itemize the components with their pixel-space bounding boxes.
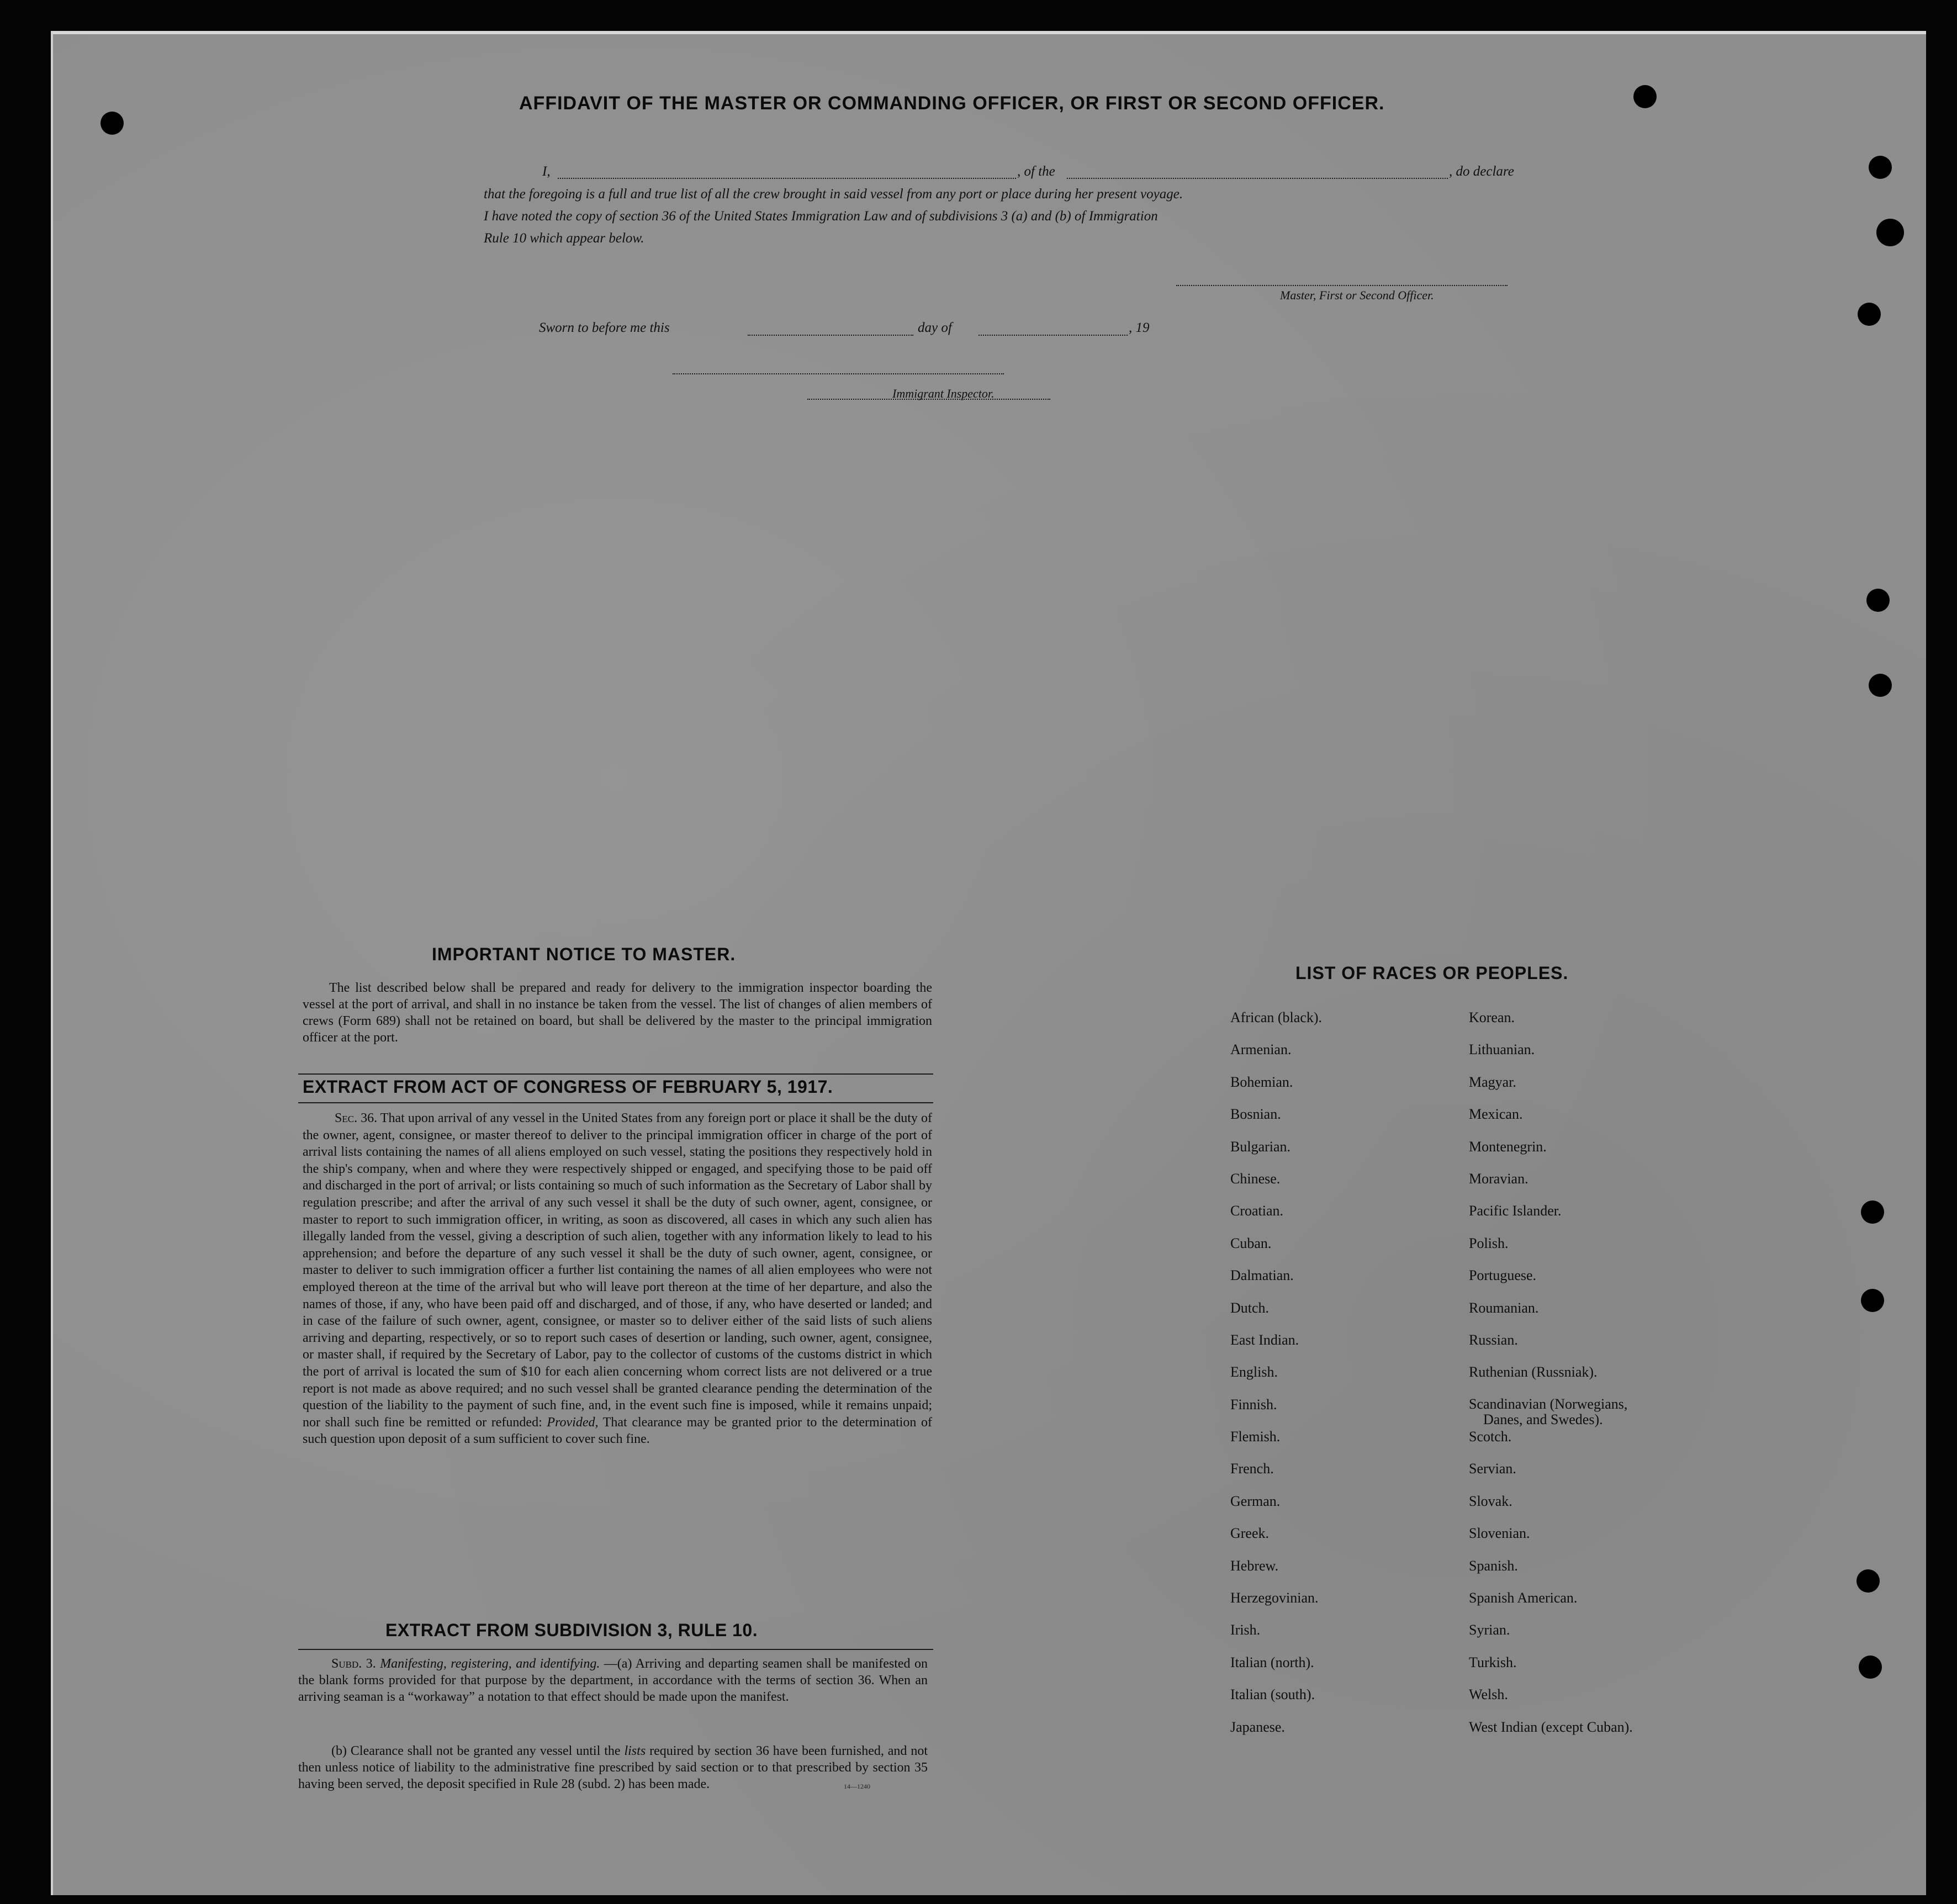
race-item: Bulgarian. bbox=[1230, 1138, 1291, 1155]
race-item: Turkish. bbox=[1469, 1654, 1517, 1670]
race-item: Polish. bbox=[1469, 1235, 1509, 1251]
manifest-page bbox=[51, 31, 1926, 1895]
punch-hole-right-5 bbox=[1866, 589, 1890, 612]
punch-hole-right-4 bbox=[1858, 303, 1881, 326]
race-item: Russian. bbox=[1469, 1331, 1518, 1348]
race-item: Chinese. bbox=[1230, 1170, 1281, 1187]
subdivision-para-a: —(a) Arriving and departing seamen shall be manifested on the blank forms provided for that purpose by the department, in accordance with the terms of section 36. When an arriving seaman is a “workaway” a notation to that effect should be made upon the manifest. bbox=[298, 1657, 928, 1704]
race-item: Portuguese. bbox=[1469, 1267, 1537, 1284]
master-signature-line bbox=[1176, 285, 1508, 286]
punch-hole-right-2 bbox=[1869, 156, 1892, 179]
races-column-1 bbox=[1230, 1009, 1322, 1751]
notice-body: The list described below shall be prepared and ready for delivery to the immigration inspector boarding the vessel at the port of arrival, and shall in no instance be taken from the vessel. The list of changes of alien members of crews (Form 689) shall not be retained on board, but shall be delivered by the master to the principal immigration officer at the port. bbox=[303, 981, 932, 1045]
para-b-label: (b) bbox=[331, 1744, 347, 1758]
rule-extract-rule bbox=[298, 1649, 933, 1650]
race-item: Flemish. bbox=[1230, 1429, 1281, 1445]
race-item: Servian. bbox=[1469, 1461, 1516, 1477]
race-item: German. bbox=[1230, 1493, 1281, 1509]
race-item: Moravian. bbox=[1469, 1170, 1528, 1187]
race-item: Bosnian. bbox=[1230, 1106, 1281, 1123]
affidavit-line-1a: I, bbox=[542, 164, 551, 179]
race-item: Dutch. bbox=[1230, 1299, 1270, 1316]
race-item: Bohemian. bbox=[1230, 1073, 1293, 1090]
rule-extract-title: EXTRACT FROM SUBDIVISION 3, RULE 10. bbox=[385, 1620, 758, 1640]
affidavit-name-blank bbox=[558, 178, 1016, 179]
provided-word: Provided, bbox=[547, 1415, 599, 1430]
punch-hole-right-7 bbox=[1861, 1200, 1884, 1224]
para-b-text-2: required by section 36 have been furnished, and not then unless notice of liability to the administrative fine prescribed by said section or to that prescribed by section 35 having been served, the deposit specified in Rule 28 (subd. 2) has been made. bbox=[298, 1744, 928, 1791]
race-item: Mexican. bbox=[1469, 1106, 1523, 1123]
race-item: Pacific Islander. bbox=[1469, 1203, 1562, 1219]
race-item: West Indian (except Cuban). bbox=[1469, 1718, 1633, 1735]
punch-hole-right-10 bbox=[1859, 1656, 1882, 1679]
punch-hole-right-8 bbox=[1861, 1289, 1884, 1312]
sworn-text-c: , 19 bbox=[1129, 320, 1150, 335]
punch-hole-right-3 bbox=[1876, 219, 1904, 246]
inspector-signature-label: Immigrant Inspector. bbox=[892, 387, 995, 400]
section-text-end: That clearance may be granted prior to the determination of such question upon deposit of a sum sufficient to cover such fine. bbox=[303, 1415, 932, 1447]
sworn-month-blank bbox=[978, 335, 1128, 336]
race-item: Armenian. bbox=[1230, 1041, 1292, 1058]
section-label: Sec. 36. bbox=[335, 1111, 378, 1125]
notice-title: IMPORTANT NOTICE TO MASTER. bbox=[432, 944, 736, 964]
para-b-text-1: Clearance shall not be granted any vessel until the bbox=[350, 1744, 621, 1758]
race-item-scandinavian: Scandinavian (Norwegians, bbox=[1469, 1395, 1628, 1412]
inspector-signature-line-1 bbox=[673, 373, 1004, 374]
race-item: Croatian. bbox=[1230, 1203, 1284, 1219]
race-item: Ruthenian (Russniak). bbox=[1469, 1364, 1598, 1381]
race-item-scandinavian-continued: Danes, and Swedes). bbox=[1483, 1411, 1603, 1427]
sworn-text-a: Sworn to before me this bbox=[539, 320, 670, 335]
race-item: African (black). bbox=[1230, 1009, 1323, 1025]
sworn-text-b: day of bbox=[918, 320, 952, 335]
affidavit-line-4: Rule 10 which appear below. bbox=[484, 231, 644, 246]
race-item: Lithuanian. bbox=[1469, 1041, 1535, 1058]
act-rule-top bbox=[298, 1073, 933, 1075]
punch-hole-right-1 bbox=[1633, 85, 1657, 108]
races-column-2 bbox=[1469, 1009, 1633, 1751]
race-item: Irish. bbox=[1230, 1622, 1261, 1638]
race-item bbox=[1469, 1397, 1633, 1429]
race-item: Spanish. bbox=[1469, 1557, 1518, 1574]
race-item: Slovak. bbox=[1469, 1493, 1512, 1509]
race-item: Roumanian. bbox=[1469, 1299, 1539, 1316]
race-item: Dalmatian. bbox=[1230, 1267, 1294, 1284]
affidavit-line-3: I have noted the copy of section 36 of the United States Immigration Law and of subdivisions 3 (a) and (b) of Immigration bbox=[484, 209, 1158, 224]
punch-hole-right-9 bbox=[1856, 1569, 1880, 1593]
form-number: 14—1240 bbox=[844, 1783, 870, 1790]
race-item: Cuban. bbox=[1230, 1235, 1272, 1251]
race-item: Scotch. bbox=[1469, 1429, 1512, 1445]
affidavit-line-1b: , of the bbox=[1017, 164, 1055, 179]
race-item: Herzegovinian. bbox=[1230, 1590, 1319, 1606]
race-item: Greek. bbox=[1230, 1525, 1270, 1542]
act-extract-title: EXTRACT FROM ACT OF CONGRESS OF FEBRUARY 5, 1917. bbox=[303, 1077, 833, 1097]
race-item: French. bbox=[1230, 1461, 1274, 1477]
race-item: English. bbox=[1230, 1364, 1278, 1381]
para-b-lists: lists bbox=[624, 1744, 646, 1758]
race-item: Finnish. bbox=[1230, 1396, 1277, 1413]
race-item: Hebrew. bbox=[1230, 1557, 1279, 1574]
affidavit-line-1c: , do declare bbox=[1449, 164, 1514, 179]
races-title: LIST OF RACES OR PEOPLES. bbox=[1295, 963, 1569, 983]
affidavit-title: AFFIDAVIT OF THE MASTER OR COMMANDING OFFICER, OR FIRST OR SECOND OFFICER. bbox=[519, 93, 1385, 114]
race-item: Magyar. bbox=[1469, 1073, 1516, 1090]
race-item: East Indian. bbox=[1230, 1331, 1299, 1348]
race-item: Slovenian. bbox=[1469, 1525, 1530, 1542]
act-rule-bottom bbox=[298, 1102, 933, 1103]
race-item: Montenegrin. bbox=[1469, 1138, 1547, 1155]
act-extract-body bbox=[303, 1110, 932, 1448]
punch-hole-left-top bbox=[101, 112, 124, 135]
affidavit-vessel-blank bbox=[1067, 178, 1448, 179]
master-signature-label: Master, First or Second Officer. bbox=[1280, 288, 1434, 302]
punch-hole-right-6 bbox=[1869, 674, 1892, 697]
rule-extract-para-b bbox=[298, 1743, 928, 1792]
rule-extract-para-a bbox=[298, 1656, 928, 1705]
race-item: Korean. bbox=[1469, 1009, 1515, 1025]
affidavit-line-2: that the foregoing is a full and true list of all the crew brought in said vessel from any port or place during her present voyage. bbox=[484, 187, 1183, 202]
section-text: That upon arrival of any vessel in the United States from any foreign port or place it shall be the duty of the owner, agent, consignee, or master thereof to deliver to the principal immigration officer in charge of the port of arrival lists containing the names of all aliens employed on such vessel, stating the positions they respectively hold in the ship's company, when and where they were respectively shipped or engaged, and specifying those to be paid off and discharged in the port of arrival; or lists containing so much of such information as the Secretary of Labor shall by regulation prescribe; and after the arrival of any such vessel it shall be the duty of such owner, agent, consignee, or master to report to such immigration officer, in writing, as soon as discovered, all cases in which any such alien has illegally landed from the vessel, giving a description of such alien, together with any information likely to lead to his apprehension; and before the departure of any such vessel it shall be the duty of such owner, agent, consignee, or master to deliver to such immigration officer a further list containing the names of all alien employees who were not employed thereon at the time of the arrival but who will leave port thereon at the time of her departure, and also the names of those, if any, who have been paid off and discharged, and of those, if any, who have deserted or landed; and in case of the failure of such owner, agent, consignee, or master so to deliver either of the said lists of such aliens arriving and departing, respectively, or so to report such cases of desertion or landing, such owner, agent, consignee, or master shall, if required by the Secretary of Labor, pay to the collector of customs of the customs district in which the port of arrival is located the sum of $10 for each alien concerning whom correct lists are not delivered or a true report is not made as above required; and no such vessel shall be granted clearance pending the determination of the question of the liability to the payment of such fine, and, in the event such fine is imposed, while it remains unpaid; nor shall such fine be remitted or refunded: bbox=[303, 1111, 932, 1430]
race-item: Spanish American. bbox=[1469, 1590, 1578, 1606]
subdivision-heading: Manifesting, registering, and identifying. bbox=[380, 1657, 600, 1671]
race-item: Italian (south). bbox=[1230, 1686, 1315, 1703]
race-item: Welsh. bbox=[1469, 1686, 1508, 1703]
race-item: Syrian. bbox=[1469, 1622, 1510, 1638]
race-item: Japanese. bbox=[1230, 1718, 1285, 1735]
race-item: Italian (north). bbox=[1230, 1654, 1314, 1670]
subdivision-label: Subd. 3. bbox=[331, 1657, 376, 1671]
sworn-day-blank bbox=[748, 335, 913, 336]
